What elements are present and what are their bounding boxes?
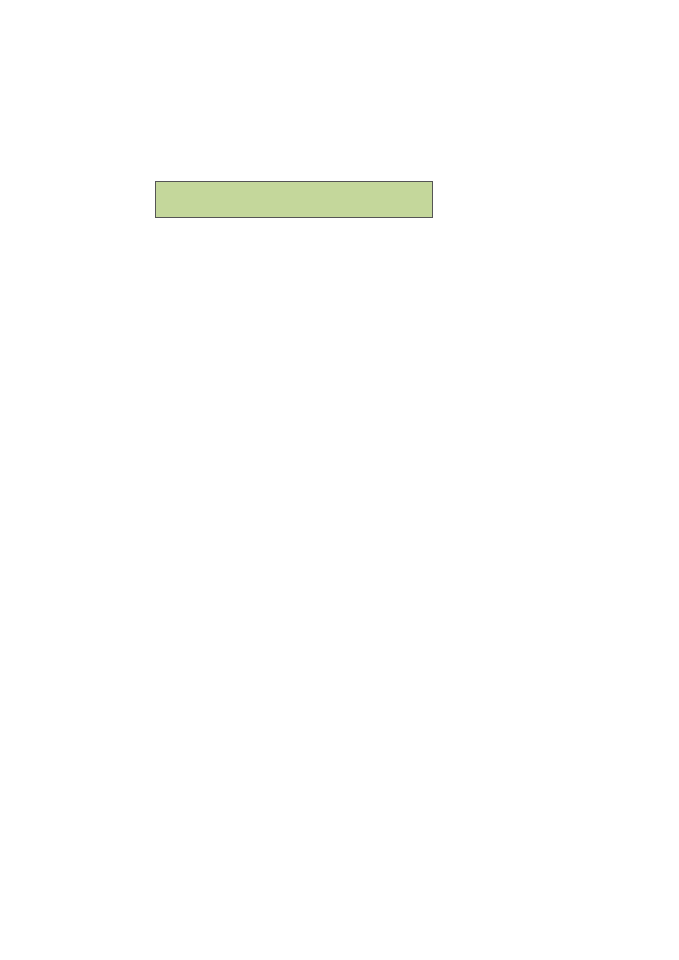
name-column-header (156, 182, 433, 218)
names-table (155, 181, 433, 218)
table-header-row (156, 182, 433, 218)
